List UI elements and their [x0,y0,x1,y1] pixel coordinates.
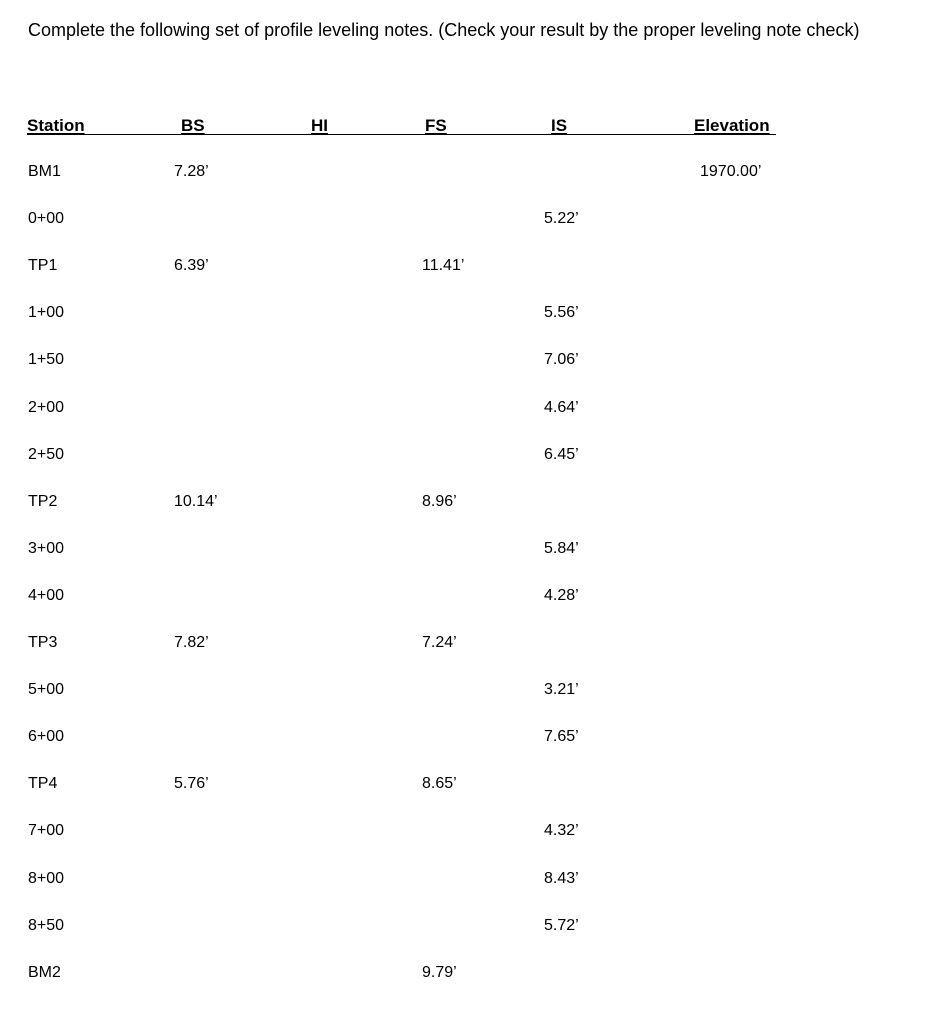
is-cell: 4.32’ [544,822,579,839]
is-cell: 5.56’ [544,304,579,321]
fs-cell: 8.65’ [422,775,457,792]
header-is: IS [551,116,568,135]
is-cell: 7.06’ [544,351,579,368]
fs-cell: 8.96’ [422,493,457,510]
bs-cell: 5.76’ [174,775,209,792]
station-cell: 4+00 [28,587,65,604]
is-cell: 5.84’ [544,540,579,557]
station-cell: 3+00 [28,540,65,557]
station-cell: 0+00 [28,210,65,227]
station-cell: 5+00 [28,681,65,698]
station-cell: 8+00 [28,870,65,887]
station-cell: TP1 [28,257,58,274]
station-cell: TP4 [28,775,58,792]
header-station: Station [27,116,85,135]
instruction-text: Complete the following set of profile leveling notes. (Check your result by the proper leveling note check) [28,20,860,40]
station-cell: 6+00 [28,728,65,745]
station-cell: BM2 [28,964,61,981]
is-cell: 5.72’ [544,917,579,934]
header-rule [27,134,776,135]
fs-cell: 9.79’ [422,964,457,981]
station-cell: 2+00 [28,399,65,416]
elevation-cell: 1970.00’ [700,163,762,180]
station-cell: 7+00 [28,822,65,839]
station-cell: TP2 [28,493,58,510]
header-bs: BS [181,116,205,135]
is-cell: 4.28’ [544,587,579,604]
is-cell: 5.22’ [544,210,579,227]
header-fs: FS [425,116,447,135]
station-cell: BM1 [28,163,61,180]
bs-cell: 6.39’ [174,257,209,274]
is-cell: 3.21’ [544,681,579,698]
station-cell: 8+50 [28,917,65,934]
station-cell: 1+50 [28,351,65,368]
station-cell: 2+50 [28,446,65,463]
bs-cell: 7.28’ [174,163,209,180]
header-elevation: Elevation [694,116,770,135]
station-cell: 1+00 [28,304,65,321]
station-cell: TP3 [28,634,58,651]
is-cell: 7.65’ [544,728,579,745]
fs-cell: 11.41’ [422,257,465,274]
fs-cell: 7.24’ [422,634,457,651]
header-hi: HI [311,116,328,135]
is-cell: 8.43’ [544,870,579,887]
is-cell: 6.45’ [544,446,579,463]
bs-cell: 10.14’ [174,493,218,510]
bs-cell: 7.82’ [174,634,209,651]
is-cell: 4.64’ [544,399,579,416]
